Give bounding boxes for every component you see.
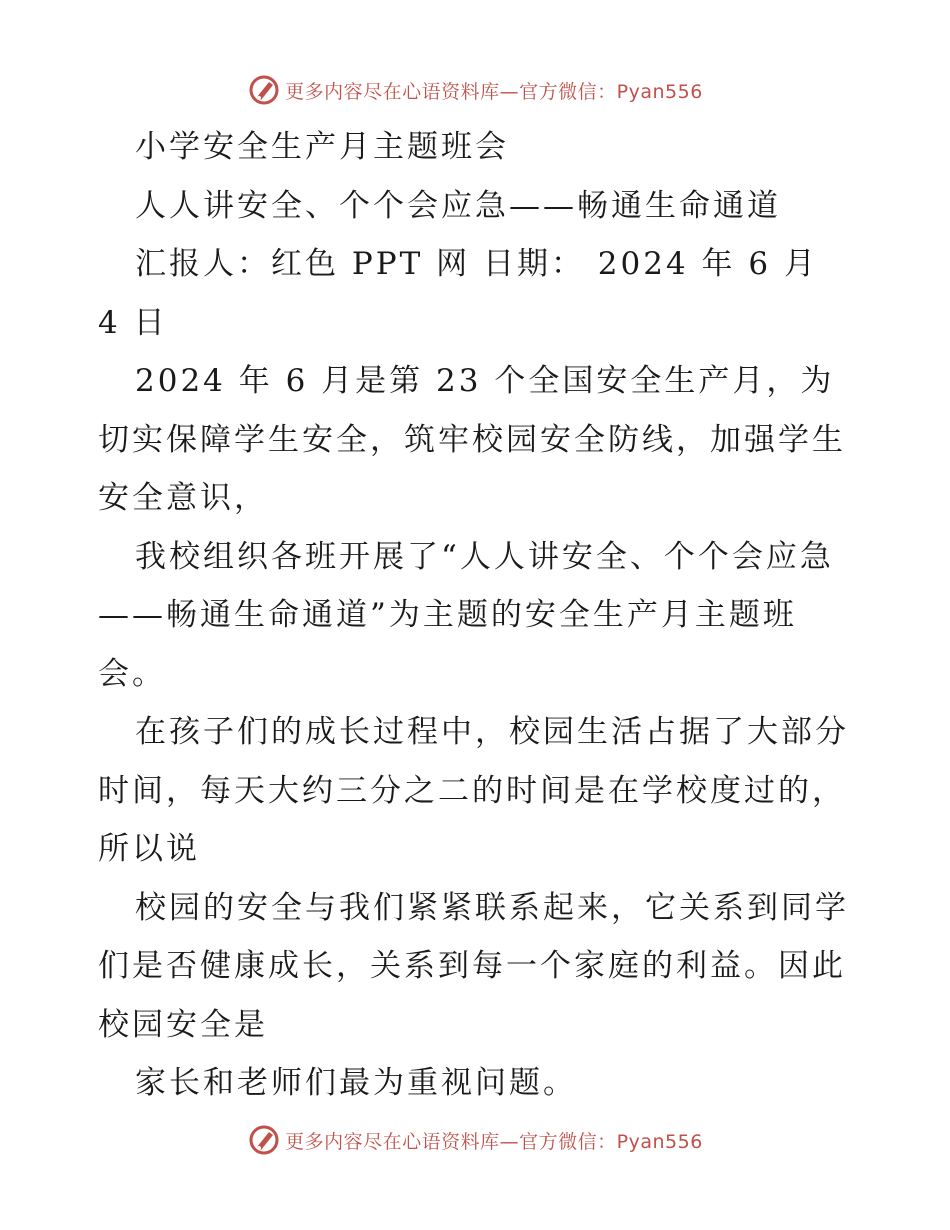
paragraph: 在孩子们的成长过程中，校园生活占据了大部分时间，每天大约三分之二的时间是在学校度过的，所以说 bbox=[98, 714, 849, 867]
paragraph: 校园的安全与我们紧紧联系起来，它关系到同学们是否健康成长，关系到每一个家庭的利益。因此校园安全是 bbox=[98, 889, 849, 1043]
document-title: 小学安全生产月主题班会 bbox=[135, 129, 509, 165]
paragraph: 2024 年 6 月是第 23 个全国安全生产月，为切实保障学生安全，筑牢校园安全防线，加强学生安全意识， bbox=[98, 363, 846, 516]
document-body bbox=[98, 118, 858, 1113]
watermark-text: 更多内容尽在心语资料库—官方微信：Pyan556 bbox=[285, 1130, 703, 1153]
pen-logo-icon bbox=[247, 73, 281, 107]
document-subtitle: 人人讲安全、个个会应急——畅通生命通道 bbox=[135, 187, 781, 224]
pen-logo-icon bbox=[247, 1123, 281, 1157]
paragraph: 家长和老师们最为重视问题。 bbox=[135, 1065, 577, 1101]
footer-watermark bbox=[0, 1120, 950, 1160]
reporter-line: 汇报人：红色 PPT 网 日期： 2024 年 6 月 4 日 bbox=[98, 246, 818, 341]
header-watermark bbox=[0, 70, 950, 110]
watermark-text: 更多内容尽在心语资料库—官方微信：Pyan556 bbox=[285, 80, 703, 103]
paragraph: 我校组织各班开展了“人人讲安全、个个会应急——畅通生命通道”为主题的安全生产月主题班会。 bbox=[98, 538, 834, 692]
